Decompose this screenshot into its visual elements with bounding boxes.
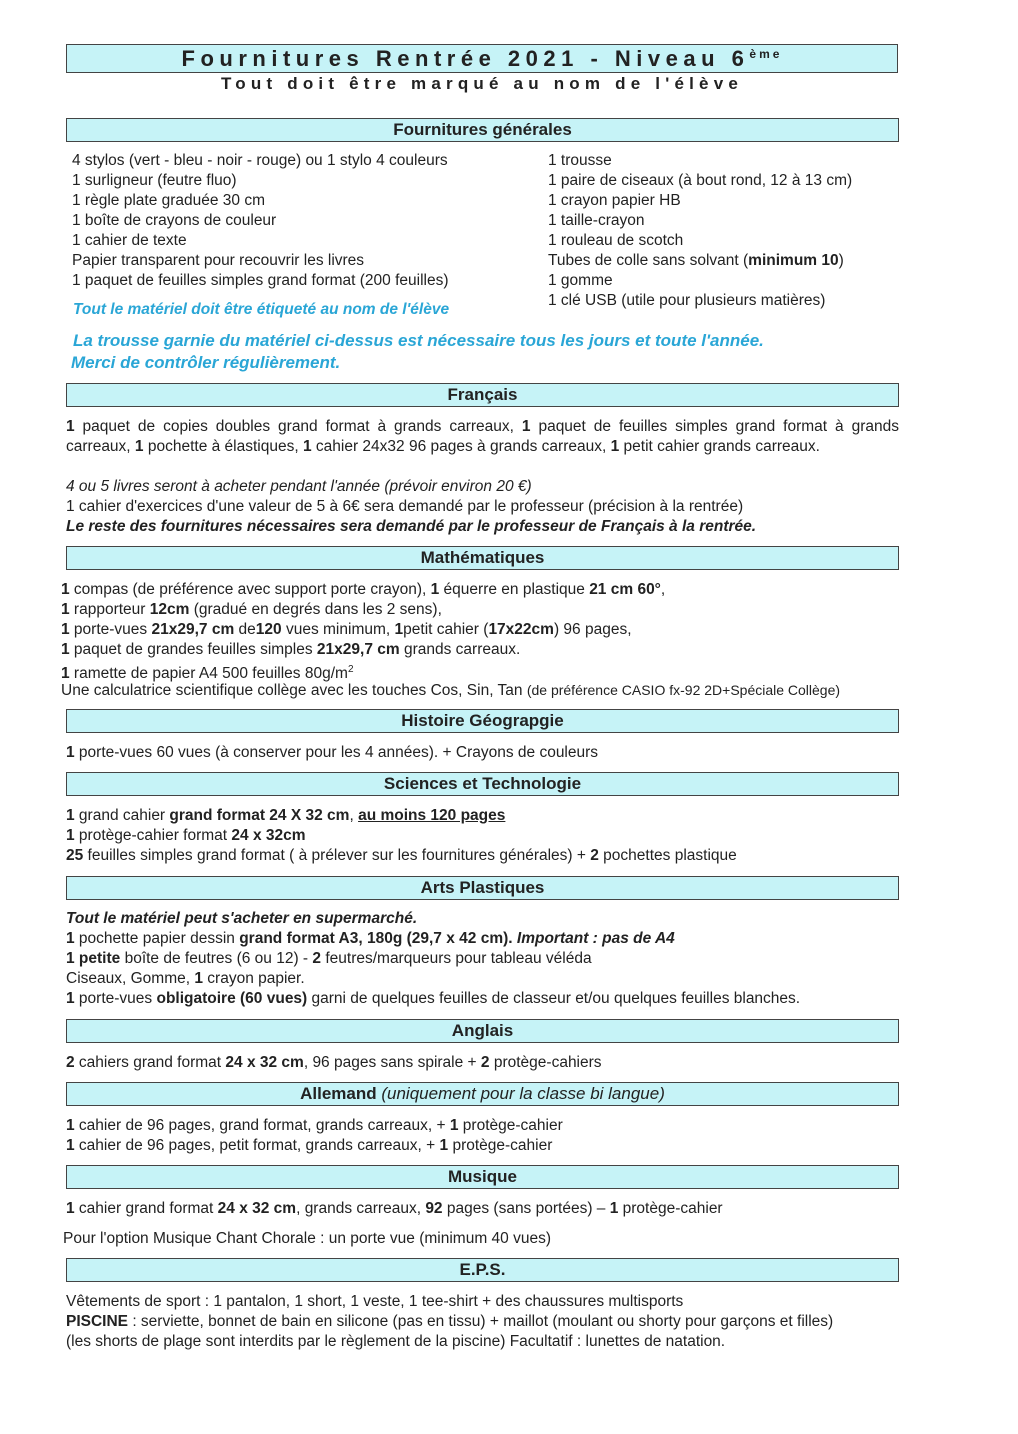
list-item: Vêtements de sport : 1 pantalon, 1 short, 1 veste, 1 tee-shirt + des chaussures multisports bbox=[66, 1293, 684, 1310]
musique-line1: 1 cahier grand format 24 x 32 cm, grands carreaux, 92 pages (sans portées) – 1 protège-cahier bbox=[66, 1200, 723, 1217]
anglais-line: 2 cahiers grand format 24 x 32 cm, 96 pages sans spirale + 2 protège-cahiers bbox=[66, 1054, 602, 1071]
list-item: 1 crayon papier HB bbox=[548, 192, 681, 209]
list-item: 1 taille-crayon bbox=[548, 212, 645, 229]
colle-end: ) bbox=[838, 252, 844, 269]
list-item bbox=[548, 251, 852, 271]
list-item: 1 pochette papier dessin grand format A3, 180g (29,7 x 42 cm). Important : pas de A4 bbox=[66, 930, 675, 947]
generales-right-list bbox=[548, 151, 852, 311]
trousse-note-line2: Merci de contrôler régulièrement. bbox=[71, 353, 341, 372]
list-item: Ciseaux, Gomme, 1 crayon papier. bbox=[66, 970, 305, 987]
list-item: Papier transparent pour recouvrir les livres bbox=[72, 252, 365, 269]
francais-exercices: 1 cahier d'exercices d'une valeur de 5 à 6€ sera demandé par le professeur (précision à la rentrée) bbox=[66, 498, 744, 515]
title-text: Fournitures Rentrée 2021 - Niveau 6 bbox=[181, 46, 750, 71]
list-item: 1 cahier de 96 pages, grand format, grands carreaux, + 1 protège-cahier bbox=[66, 1117, 563, 1134]
list-item: 1 gomme bbox=[548, 272, 613, 289]
francais-paragraph: 1 paquet de copies doubles grand format à grands carreaux, 1 paquet de feuilles simples grand format à grands carreaux, 1 pochette à élastiques, 1 cahier 24x32 96 pages à grands carreaux, 1 petit cahier grands carreaux. bbox=[66, 418, 899, 455]
list-item: 1 boîte de crayons de couleur bbox=[72, 212, 277, 229]
histoire-line: 1 porte-vues 60 vues (à conserver pour les 4 années). + Crayons de couleurs bbox=[66, 744, 599, 761]
allemand-heading-text: Allemand bbox=[300, 1084, 377, 1103]
section-heading-arts: Arts Plastiques bbox=[66, 876, 899, 900]
list-item: 1 grand cahier grand format 24 X 32 cm, au moins 120 pages bbox=[66, 807, 506, 824]
list-item: (les shorts de plage sont interdits par le règlement de la piscine) Facultatif : lunettes de natation. bbox=[66, 1333, 726, 1350]
musique-line2: Pour l'option Musique Chant Chorale : un porte vue (minimum 40 vues) bbox=[63, 1230, 552, 1247]
list-item: 1 clé USB (utile pour plusieurs matières) bbox=[548, 292, 826, 309]
section-heading-musique: Musique bbox=[66, 1165, 899, 1189]
eps-list bbox=[66, 1292, 833, 1352]
section-heading-eps: E.P.S. bbox=[66, 1258, 899, 1282]
allemand-list bbox=[66, 1116, 563, 1156]
list-item: 1 paquet de feuilles simples grand format (200 feuilles) bbox=[72, 272, 449, 289]
list-item: 4 stylos (vert - bleu - noir - rouge) ou 1 stylo 4 couleurs bbox=[72, 152, 448, 169]
list-item: PISCINE : serviette, bonnet de bain en silicone (pas en tissu) + maillot (moulant ou shorty pour garçons et filles) bbox=[66, 1313, 834, 1330]
list-item: 1 rouleau de scotch bbox=[548, 232, 684, 249]
section-heading-francais: Français bbox=[66, 383, 899, 407]
list-item: 1 petite boîte de feutres (6 ou 12) - 2 feutres/marqueurs pour tableau véléda bbox=[66, 950, 592, 967]
etiquette-note: Tout le matériel doit être étiqueté au nom de l'élève bbox=[73, 301, 450, 318]
sciences-list bbox=[66, 806, 737, 866]
francais-reste: Le reste des fournitures nécessaires sera demandé par le professeur de Français à la rentrée. bbox=[66, 518, 757, 535]
colle-minimum: minimum 10 bbox=[748, 252, 839, 269]
list-item: 1 rapporteur 12cm (gradué en degrés dans les 2 sens), bbox=[61, 601, 442, 618]
list-item: 1 porte-vues 21x29,7 cm de120 vues minimum, 1petit cahier (17x22cm) 96 pages, bbox=[61, 621, 632, 638]
list-item: 1 protège-cahier format 24 x 32cm bbox=[66, 827, 306, 844]
section-heading-maths: Mathématiques bbox=[66, 546, 899, 570]
section-heading-sciences: Sciences et Technologie bbox=[66, 772, 899, 796]
list-item: 1 paire de ciseaux (à bout rond, 12 à 13 cm) bbox=[548, 172, 853, 189]
section-heading-histoire: Histoire Géograpgie bbox=[66, 709, 899, 733]
list-item: 1 ramette de papier A4 500 feuilles $80g/m^2$ bbox=[61, 664, 354, 683]
list-item: 1 trousse bbox=[548, 152, 612, 169]
list-item: Une calculatrice scientifique collège avec les touches Cos, Sin, Tan (de préférence CASIO fx-92 2D+Spéciale Collège) bbox=[61, 682, 841, 699]
list-item: 1 règle plate graduée 30 cm bbox=[72, 192, 266, 209]
list-item: 1 porte-vues obligatoire (60 vues) garni de quelques feuilles de classeur et/ou quelques feuilles blanches. bbox=[66, 990, 801, 1007]
section-heading-generales: Fournitures générales bbox=[66, 118, 899, 142]
francais-livres: 4 ou 5 livres seront à acheter pendant l'année (prévoir environ 20 €) bbox=[66, 478, 532, 495]
section-heading-allemand bbox=[66, 1082, 899, 1106]
generales-left-list bbox=[72, 151, 449, 291]
title-superscript: ème bbox=[749, 47, 783, 61]
trousse-note-line1: La trousse garnie du matériel ci-dessus est nécessaire tous les jours et toute l'année. bbox=[73, 331, 764, 350]
allemand-heading-note: (uniquement pour la classe bi langue) bbox=[376, 1084, 665, 1103]
page-title bbox=[66, 44, 898, 73]
list-item: 1 paquet de grandes feuilles simples 21x29,7 cm grands carreaux. bbox=[61, 641, 521, 658]
list-item: 1 compas (de préférence avec support porte crayon), 1 équerre en plastique 21 cm 60°, bbox=[61, 581, 666, 598]
list-item: Tout le matériel peut s'acheter en supermarché. bbox=[66, 910, 418, 927]
section-heading-anglais: Anglais bbox=[66, 1019, 899, 1043]
list-item: 25 feuilles simples grand format ( à prélever sur les fournitures générales) + 2 pochettes plastique bbox=[66, 847, 737, 864]
page-subtitle: Tout doit être marqué au nom de l'élève bbox=[220, 74, 744, 93]
list-item: 1 cahier de 96 pages, petit format, grands carreaux, + 1 protège-cahier bbox=[66, 1137, 553, 1154]
colle-text: Tubes de colle sans solvant ( bbox=[548, 252, 749, 269]
list-item: 1 surligneur (feutre fluo) bbox=[72, 172, 237, 189]
arts-list bbox=[66, 909, 800, 1009]
list-item: 1 cahier de texte bbox=[72, 232, 187, 249]
maths-list bbox=[61, 580, 840, 700]
